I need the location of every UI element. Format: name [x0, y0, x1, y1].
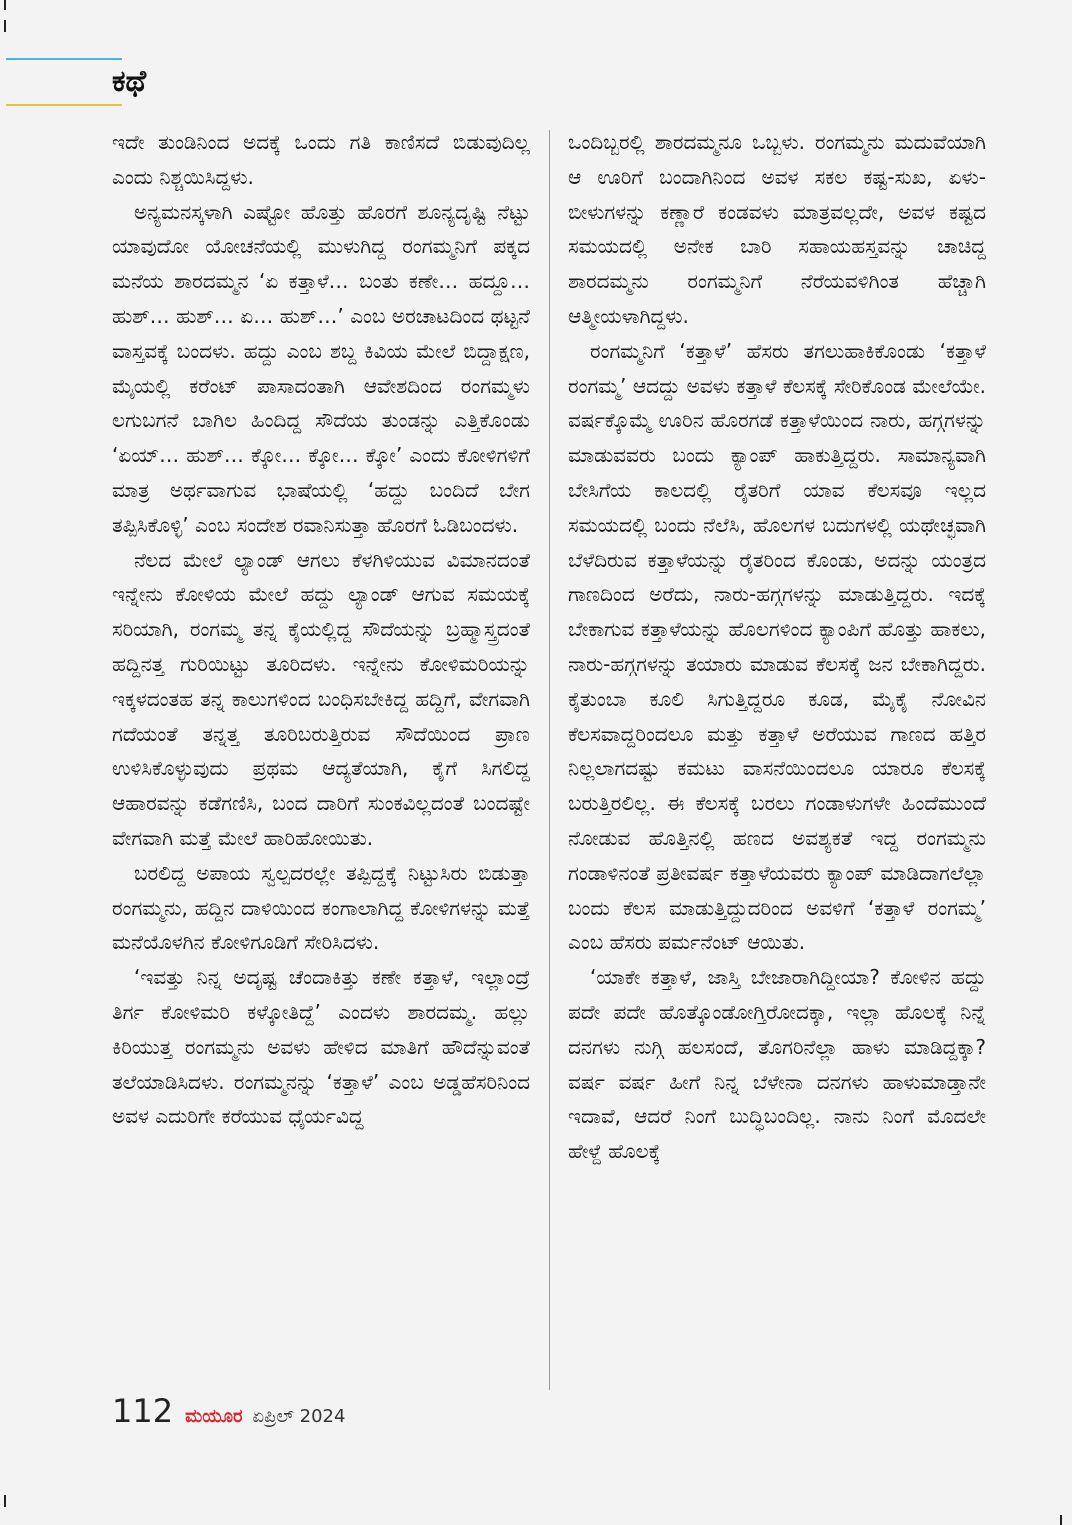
crop-mark	[1060, 1515, 1062, 1525]
column-divider	[549, 130, 550, 1390]
paragraph: ಒಂದಿಬ್ಬರಲ್ಲಿ ಶಾರದಮ್ಮನೂ ಒಬ್ಬಳು. ರಂಗಮ್ಮನು ಮದುವೆಯಾಗಿ ಆ ಊರಿಗೆ ಬಂದಾಗಿನಿಂದ ಅವಳ ಸಕಲ ಕಷ್ಟ-ಸುಖ, ಏಳು-ಬೀಳುಗಳನ್ನು ಕಣ್ಣಾರೆ ಕಂಡವಳು ಮಾತ್ರವಲ್ಲದೇ, ಅವಳ ಕಷ್ಟದ ಸಮಯದಲ್ಲಿ ಅನೇಕ ಬಾರಿ ಸಹಾಯಹಸ್ತವನ್ನು ಚಾಚಿದ್ದ ಶಾರದಮ್ಮನು ರಂಗಮ್ಮನಿಗೆ ನೆರೆಯವಳಿಗಿಂತ ಹೆಚ್ಚಾಗಿ ಆತ್ಮೀಯಳಾಗಿದ್ದಳು.	[568, 130, 986, 328]
crop-mark	[4, 20, 6, 32]
section-rule-top	[6, 58, 122, 60]
paragraph: ‘ಇವತ್ತು ನಿನ್ನ ಅದೃಷ್ಟ ಚೆಂದಾಕಿತ್ತು ಕಣೇ ಕತ್ತಾಳೆ, ಇಲ್ಲಾಂದ್ರೆ ತಿರ್ಗ ಕೋಳಿಮರಿ ಕಳ್ಕೋತಿದ್ದೆ’ ಎಂದಳು ಶಾರದಮ್ಮ. ಹಲ್ಲು ಕಿರಿಯುತ್ತ ರಂಗಮ್ಮನು ಅವಳು ಹೇಳಿದ ಮಾತಿಗೆ ಹೌದೆನ್ನುವಂತೆ ತಲೆಯಾಡಿಸಿದಳು. ರಂಗಮ್ಮನನ್ನು ‘ಕತ್ತಾಳೆ’ ಎಂಬ ಅಡ್ಡಹೆಸರಿನಿಂದ ಅವಳ ಎದುರಿಗೇ ಕರೆಯುವ ಧೈರ್ಯವಿದ್ದ	[112, 965, 530, 1129]
paragraph: ರಂಗಮ್ಮನಿಗೆ ‘ಕತ್ತಾಳೆ’ ಹೆಸರು ತಗಲುಹಾಕಿಕೊಂಡು ‘ಕತ್ತಾಳೆ ರಂಗಮ್ಮ’ ಆದದ್ದು ಅವಳು ಕತ್ತಾಳೆ ಕೆಲಸಕ್ಕೆ ಸೇರಿಕೊಂಡ ಮೇಲೆಯೇ. ವರ್ಷಕ್ಕೊಮ್ಮೆ ಊರಿನ ಹೊರಗಡೆ ಕತ್ತಾಳೆಯಿಂದ ನಾರು, ಹಗ್ಗಗಳನ್ನು ಮಾಡುವವರು ಬಂದು ಕ್ಯಾಂಪ್ ಹಾಕುತ್ತಿದ್ದರು. ಸಾಮಾನ್ಯವಾಗಿ ಬೇಸಿಗೆಯ ಕಾಲದಲ್ಲಿ ರೈತರಿಗೆ ಯಾವ ಕೆಲಸವೂ ಇಲ್ಲದ ಸಮಯದಲ್ಲಿ ಬಂದು ನೆಲೆಸಿ, ಹೊಲಗಳ ಬದುಗಳಲ್ಲಿ ಯಥೇಚ್ಛವಾಗಿ ಬೆಳೆದಿರುವ ಕತ್ತಾಳೆಯನ್ನು ರೈತರಿಂದ ಕೊಂಡು, ಅದನ್ನು ಯಂತ್ರದ ಗಾಣದಿಂದ ಅರೆದು, ನಾರು-ಹಗ್ಗಗಳನ್ನು ಮಾಡುತ್ತಿದ್ದರು. ಇದಕ್ಕೆ ಬೇಕಾಗುವ ಕತ್ತಾಳೆಯನ್ನು ಹೊಲಗಳಿಂದ ಕ್ಯಾಂಪಿಗೆ ಹೊತ್ತು ಹಾಕಲು, ನಾರು-ಹಗ್ಗಗಳನ್ನು ತಯಾರು ಮಾಡುವ ಕೆಲಸಕ್ಕೆ ಜನ ಬೇಕಾಗಿದ್ದರು. ಕೈತುಂಬಾ ಕೂಲಿ ಸಿಗುತ್ತಿದ್ದರೂ ಕೂಡ, ಮೈಕೈ ನೋವಿನ ಕೆಲಸವಾದ್ದರಿಂದಲೂ ಮತ್ತು ಕತ್ತಾಳೆ ಅರೆಯುವ ಗಾಣದ ಹತ್ತಿರ ನಿಲ್ಲಲಾಗದಷ್ಟು ಕಮಟು ವಾಸನೆಯಿಂದಲೂ ಯಾರೂ ಕೆಲಸಕ್ಕೆ ಬರುತ್ತಿರಲಿಲ್ಲ. ಈ ಕೆಲಸಕ್ಕೆ ಬರಲು ಗಂಡಾಳುಗಳೇ ಹಿಂದೆಮುಂದೆ ನೋಡುವ ಹೊತ್ತಿನಲ್ಲಿ ಹಣದ ಅವಶ್ಯಕತೆ ಇದ್ದ ರಂಗಮ್ಮನು ಗಂಡಾಳಿನಂತೆ ಪ್ರತೀವರ್ಷ ಕತ್ತಾಳೆಯವರು ಕ್ಯಾಂಪ್ ಮಾಡಿದಾಗಲೆಲ್ಲಾ ಬಂದು ಕೆಲಸ ಮಾಡುತ್ತಿದ್ದುದರಿಂದ ಅವಳಿಗೆ ‘ಕತ್ತಾಳೆ ರಂಗಮ್ಮ’ ಎಂಬ ಹೆಸರು ಪರ್ಮನೆಂಟ್ ಆಯಿತು.	[568, 338, 986, 955]
paragraph: ಅನ್ಯಮನಸ್ಕಳಾಗಿ ಎಷ್ಟೋ ಹೊತ್ತು ಹೊರಗೆ ಶೂನ್ಯದೃಷ್ಟಿ ನೆಟ್ಟು ಯಾವುದೋ ಯೋಚನೆಯಲ್ಲಿ ಮುಳುಗಿದ್ದ ರಂಗಮ್ಮನಿಗೆ ಪಕ್ಕದ ಮನೆಯ ಶಾರದಮ್ಮನ ‘ಏ ಕತ್ತಾಳೆ… ಬಂತು ಕಣೇ… ಹದ್ದೂ… ಹುಶ್… ಹುಶ್… ಏ… ಹುಶ್…’ ಎಂಬ ಅರಚಾಟದಿಂದ ಥಟ್ಟನೆ ವಾಸ್ತವಕ್ಕೆ ಬಂದಳು. ಹದ್ದು ಎಂಬ ಶಬ್ದ ಕಿವಿಯ ಮೇಲೆ ಬಿದ್ದಾಕ್ಷಣ, ಮೈಯಲ್ಲಿ ಕರೆಂಟ್ ಪಾಸಾದಂತಾಗಿ ಆವೇಶದಿಂದ ರಂಗಮ್ಮಳು ಲಗುಬಗನೆ ಬಾಗಿಲ ಹಿಂದಿದ್ದ ಸೌದೆಯ ತುಂಡನ್ನು ಎತ್ತಿಕೊಂಡು ‘ಏಯ್… ಹುಶ್… ಕ್ಕೋ… ಕ್ಕೋ… ಕ್ಕೋ’ ಎಂದು ಕೋಳಿಗಳಿಗೆ ಮಾತ್ರ ಅರ್ಥವಾಗುವ ಭಾಷೆಯಲ್ಲಿ ‘ಹದ್ದು ಬಂದಿದೆ ಬೇಗ ತಪ್ಪಿಸಿಕೊಳ್ಳಿ’ ಎಂಬ ಸಂದೇಶ ರವಾನಿಸುತ್ತಾ ಹೊರಗೆ ಓಡಿಬಂದಳು.	[112, 199, 530, 537]
section-rule-bottom	[6, 104, 122, 106]
right-column	[568, 125, 986, 1169]
paragraph: ‘ಯಾಕೇ ಕತ್ತಾಳೆ, ಜಾಸ್ತಿ ಬೇಜಾರಾಗಿದ್ದೀಯಾ? ಕೋಳಿನ ಹದ್ದು ಪದೇ ಪದೇ ಹೊತ್ಕೊಂಡೋಗ್ತಿರೋದಕ್ಕಾ, ಇಲ್ಲಾ ಹೊಲಕ್ಕೆ ನಿನ್ನೆ ದನಗಳು ನುಗ್ಗಿ ಹಲಸಂದೆ, ತೊಗರಿನೆಲ್ಲಾ ಹಾಳು ಮಾಡಿದ್ದಕ್ಕಾ? ವರ್ಷ ವರ್ಷ ಹೀಗೆ ನಿನ್ನ ಬೆಳೇನಾ ದನಗಳು ಹಾಳುಮಾಡ್ತಾನೇ ಇದಾವೆ, ಆದರೆ ನಿಂಗೆ ಬುದ್ಧಿಬಂದಿಲ್ಲ. ನಾನು ನಿಂಗೆ ಮೊದಲೇ ಹೇಳ್ದೆ ಹೊಲಕ್ಕೆ	[568, 965, 986, 1164]
section-label: ಕಥೆ	[112, 64, 147, 99]
paragraph: ಬರಲಿದ್ದ ಅಪಾಯ ಸ್ವಲ್ಪದರಲ್ಲೇ ತಪ್ಪಿದ್ದಕ್ಕೆ ನಿಟ್ಟುಸಿರು ಬಿಡುತ್ತಾ ರಂಗಮ್ಮನು, ಹದ್ದಿನ ದಾಳಿಯಿಂದ ಕಂಗಾಲಾಗಿದ್ದ ಕೋಳಿಗಳನ್ನು ಮತ್ತೆ ಮನೆಯೊಳಗಿನ ಕೋಳಿಗೂಡಿಗೆ ಸೇರಿಸಿದಳು.	[112, 860, 530, 955]
paragraph: ನೆಲದ ಮೇಲೆ ಲ್ಯಾಂಡ್ ಆಗಲು ಕೆಳಗಿಳಿಯುವ ವಿಮಾನದಂತೆ ಇನ್ನೇನು ಕೋಳಿಯ ಮೇಲೆ ಹದ್ದು ಲ್ಯಾಂಡ್ ಆಗುವ ಸಮಯಕ್ಕೆ ಸರಿಯಾಗಿ, ರಂಗಮ್ಮ ತನ್ನ ಕೈಯಲ್ಲಿದ್ದ ಸೌದೆಯನ್ನು ಬ್ರಹ್ಮಾಸ್ತ್ರದಂತೆ ಹದ್ದಿನತ್ತ ಗುರಿಯಿಟ್ಟು ತೂರಿದಳು. ಇನ್ನೇನು ಕೋಳಿಮರಿಯನ್ನು ಇಕ್ಕಳದಂತಹ ತನ್ನ ಕಾಲುಗಳಿಂದ ಬಂಧಿಸಬೇಕಿದ್ದ ಹದ್ದಿಗೆ, ವೇಗವಾಗಿ ಗದೆಯಂತೆ ತನ್ನತ್ತ ತೂರಿಬರುತ್ತಿರುವ ಸೌದೆಯಿಂದ ಪ್ರಾಣ ಉಳಿಸಿಕೊಳ್ಳುವುದು ಪ್ರಥಮ ಆದ್ಯತೆಯಾಗಿ, ಕೈಗೆ ಸಿಗಲಿದ್ದ ಆಹಾರವನ್ನು ಕಡೆಗಣಿಸಿ, ಬಂದ ದಾರಿಗೆ ಸುಂಕವಿಲ್ಲದಂತೆ ಬಂದಷ್ಟೇ ವೇಗವಾಗಿ ಮತ್ತೆ ಮೇಲೆ ಹಾರಿಹೋಯಿತು.	[112, 547, 530, 850]
page-footer	[112, 1392, 345, 1432]
left-column	[112, 125, 530, 1134]
page-number: 112	[112, 1392, 174, 1430]
crop-mark	[4, 1495, 6, 1507]
crop-mark	[4, 0, 6, 10]
brand-logo: ಮಯೂರ	[185, 1406, 243, 1427]
issue-date: ಏಪ್ರಿಲ್ 2024	[252, 1406, 346, 1427]
paragraph: ಇದೇ ತುಂಡಿನಿಂದ ಅದಕ್ಕೆ ಒಂದು ಗತಿ ಕಾಣಿಸದೆ ಬಿಡುವುದಿಲ್ಲ ಎಂದು ನಿಶ್ಚಯಿಸಿದ್ದಳು.	[112, 130, 530, 189]
